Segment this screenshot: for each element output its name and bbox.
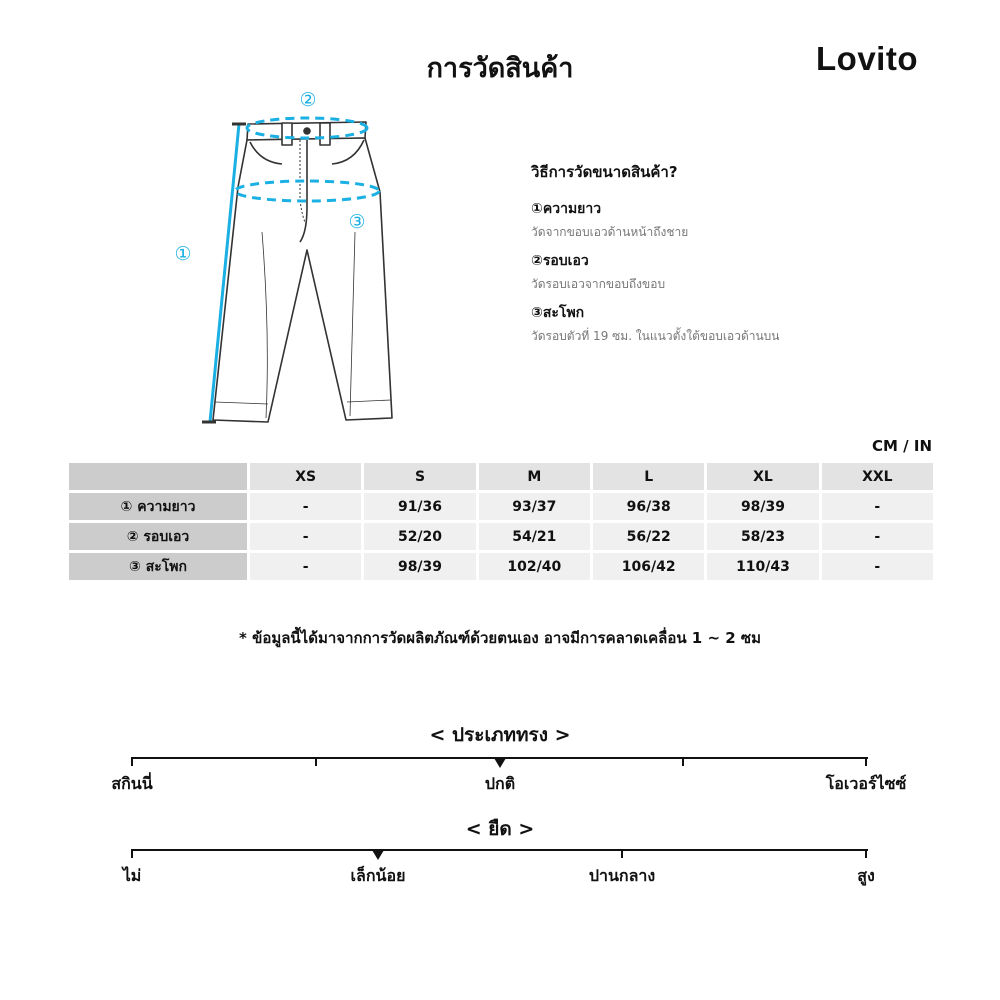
table-cell: - (822, 493, 933, 520)
size-header: M (479, 463, 590, 490)
callout-length: ① (174, 243, 192, 265)
stretch-scale-tick (621, 849, 623, 858)
callout-waist: ② (299, 89, 317, 111)
fit-scale-tick (682, 757, 684, 766)
row-label: ③ สะโพก (69, 553, 247, 580)
guide-item-waist-title: ②รอบเอว (531, 253, 589, 269)
table-cell: 110/43 (707, 553, 818, 580)
table-header-row (69, 463, 933, 490)
pants-measurement-diagram (150, 82, 410, 432)
row-label: ① ความยาว (69, 493, 247, 520)
table-cell: 102/40 (479, 553, 590, 580)
table-row (69, 523, 933, 550)
stretch-scale-line (132, 849, 868, 851)
table-cell: 56/22 (593, 523, 704, 550)
table-cell: 54/21 (479, 523, 590, 550)
table-cell: 58/23 (707, 523, 818, 550)
page-title: การวัดสินค้า (426, 53, 574, 84)
guide-item-length-desc: วัดจากขอบเอวด้านหน้าถึงชาย (531, 225, 689, 239)
fit-label-skinny: สกินนี่ (111, 774, 153, 793)
guide-heading: วิธีการวัดขนาดสินค้า? (531, 163, 678, 181)
fit-scale-title: < ประเภททรง > (429, 724, 571, 746)
stretch-scale-tick (131, 849, 133, 858)
fit-scale-tick (315, 757, 317, 766)
stretch-label-high: สูง (857, 866, 875, 885)
table-cell: 98/39 (707, 493, 818, 520)
guide-item-hip-desc: วัดรอบตัวที่ 19 ซม. ในแนวตั้งใต้ขอบเอวด้านบน (531, 329, 780, 343)
fit-label-regular: ปกติ (484, 774, 516, 793)
guide-item-hip-title: ③สะโพก (531, 305, 585, 321)
fit-selected-marker (494, 758, 506, 768)
table-cell: - (250, 493, 361, 520)
pants-outline (213, 122, 392, 422)
table-cell: 91/36 (364, 493, 475, 520)
size-header: XL (707, 463, 818, 490)
stretch-scale-tick (865, 849, 867, 858)
brand-logo: Lovito (816, 40, 918, 77)
stretch-label-medium: ปานกลาง (588, 866, 656, 885)
table-corner-cell (69, 463, 247, 490)
fit-scale-tick (865, 757, 867, 766)
fit-label-oversize: โอเวอร์ไซซ์ (825, 774, 907, 793)
guide-item-waist-desc: วัดรอบเอวจากขอบถึงขอบ (531, 277, 666, 291)
size-header: XS (250, 463, 361, 490)
measurement-guide (531, 160, 871, 354)
table-cell: - (250, 553, 361, 580)
table-cell: - (250, 523, 361, 550)
table-cell: 98/39 (364, 553, 475, 580)
row-label: ② รอบเอว (69, 523, 247, 550)
table-cell: - (822, 523, 933, 550)
size-chart-table (66, 460, 936, 583)
table-cell: 52/20 (364, 523, 475, 550)
callout-hip: ③ (348, 211, 366, 233)
stretch-label-none: ไม่ (122, 866, 142, 885)
guide-item-length-title: ①ความยาว (531, 201, 602, 217)
table-cell: 106/42 (593, 553, 704, 580)
table-cell: - (822, 553, 933, 580)
measurement-note: * ข้อมูลนี้ได้มาจากการวัดผลิตภัณฑ์ด้วยตนเอง อาจมีการคลาดเคลื่อน 1 ~ 2 ซม (239, 629, 761, 647)
stretch-selected-marker (372, 850, 384, 860)
size-header: XXL (822, 463, 933, 490)
size-header: L (593, 463, 704, 490)
fit-scale-tick (131, 757, 133, 766)
stretch-scale-title: < ยืด > (465, 818, 535, 840)
table-cell: 96/38 (593, 493, 704, 520)
unit-label: CM / IN (872, 437, 932, 455)
stretch-label-slight: เล็กน้อย (350, 866, 406, 885)
table-cell: 93/37 (479, 493, 590, 520)
size-header: S (364, 463, 475, 490)
table-row (69, 553, 933, 580)
table-row (69, 493, 933, 520)
